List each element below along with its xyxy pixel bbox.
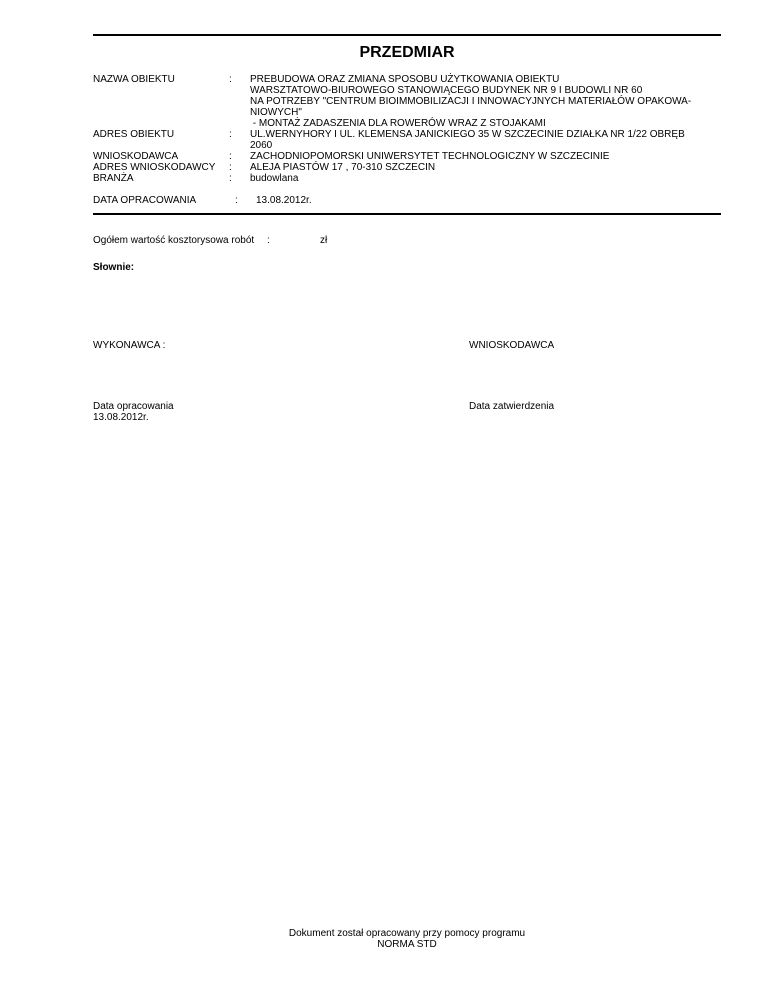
page-title: PRZEDMIAR [359, 44, 455, 61]
adres-obiektu-sep: : [229, 129, 232, 140]
data-opracowania-value: 13.08.2012r. [256, 195, 312, 206]
wnioskodawca-label: WNIOSKODAWCA [93, 151, 179, 162]
branza-value: budowlana [250, 173, 299, 184]
slownie-label: Słownie: [93, 262, 135, 273]
nazwa-obiektu-value [250, 74, 720, 129]
nazwa-obiektu-line: NIOWYCH" [250, 107, 302, 118]
footer-line-2: NORMA STD [377, 939, 437, 950]
nazwa-obiektu-line: WARSZTATOWO-BIUROWEGO STANOWIĄCEGO BUDYNEK NR 9 I BUDOWLI NR 60 [250, 85, 643, 96]
nazwa-obiektu-sep: : [229, 74, 232, 85]
nazwa-obiektu-line: NA POTRZEBY "CENTRUM BIOIMMOBILIZACJI I INNOWACYJNYCH MATERIAŁÓW OPAKOWA- [250, 96, 692, 107]
bottom-rule [93, 213, 721, 215]
wykonawca-label: WYKONAWCA : [93, 340, 166, 351]
adres-wnioskodawcy-label: ADRES WNIOSKODAWCY [93, 162, 216, 173]
data-zatwierdzenia-label: Data zatwierdzenia [469, 401, 555, 412]
adres-obiektu-line: UL.WERNYHORY I UL. KLEMENSA JANICKIEGO 35 W SZCZECINIE DZIAŁKA NR 1/22 OBRĘB [250, 129, 685, 140]
wnioskodawca-value: ZACHODNIOPOMORSKI UNIWERSYTET TECHNOLOGICZNY W SZCZECINIE [250, 151, 610, 162]
footer-line-1: Dokument został opracowany przy pomocy programu [288, 928, 526, 939]
adres-wnioskodawcy-value: ALEJA PIASTÓW 17 , 70-310 SZCZECIN [250, 162, 436, 173]
adres-obiektu-line: 2060 [250, 140, 273, 151]
nazwa-obiektu-label: NAZWA OBIEKTU [93, 74, 175, 85]
cost-label: Ogółem wartość kosztorysowa robót [93, 235, 255, 246]
adres-obiektu-label: ADRES OBIEKTU [93, 129, 175, 140]
wnioskodawca-sep: : [229, 151, 232, 162]
branza-sep: : [229, 173, 232, 184]
wnioskodawca-signature-label: WNIOSKODAWCA [469, 340, 555, 351]
adres-obiektu-value [250, 129, 720, 151]
nazwa-obiektu-line: - MONTAŻ ZADASZENIA DLA ROWERÓW WRAZ Z STOJAKAMI [250, 118, 546, 129]
data-opracowania-signature-value: 13.08.2012r. [93, 412, 149, 423]
cost-sep: : [267, 235, 270, 246]
adres-wnioskodawcy-sep: : [229, 162, 232, 173]
data-opracowania-signature-label: Data opracowania [93, 401, 174, 412]
top-rule [93, 34, 721, 36]
data-opracowania-label: DATA OPRACOWANIA [93, 195, 197, 206]
nazwa-obiektu-line: PREBUDOWA ORAZ ZMIANA SPOSOBU UŻYTKOWANIA OBIEKTU [250, 74, 560, 85]
cost-currency: zł [320, 235, 328, 246]
data-opracowania-sep: : [235, 195, 238, 206]
branza-label: BRANŻA [93, 173, 134, 184]
